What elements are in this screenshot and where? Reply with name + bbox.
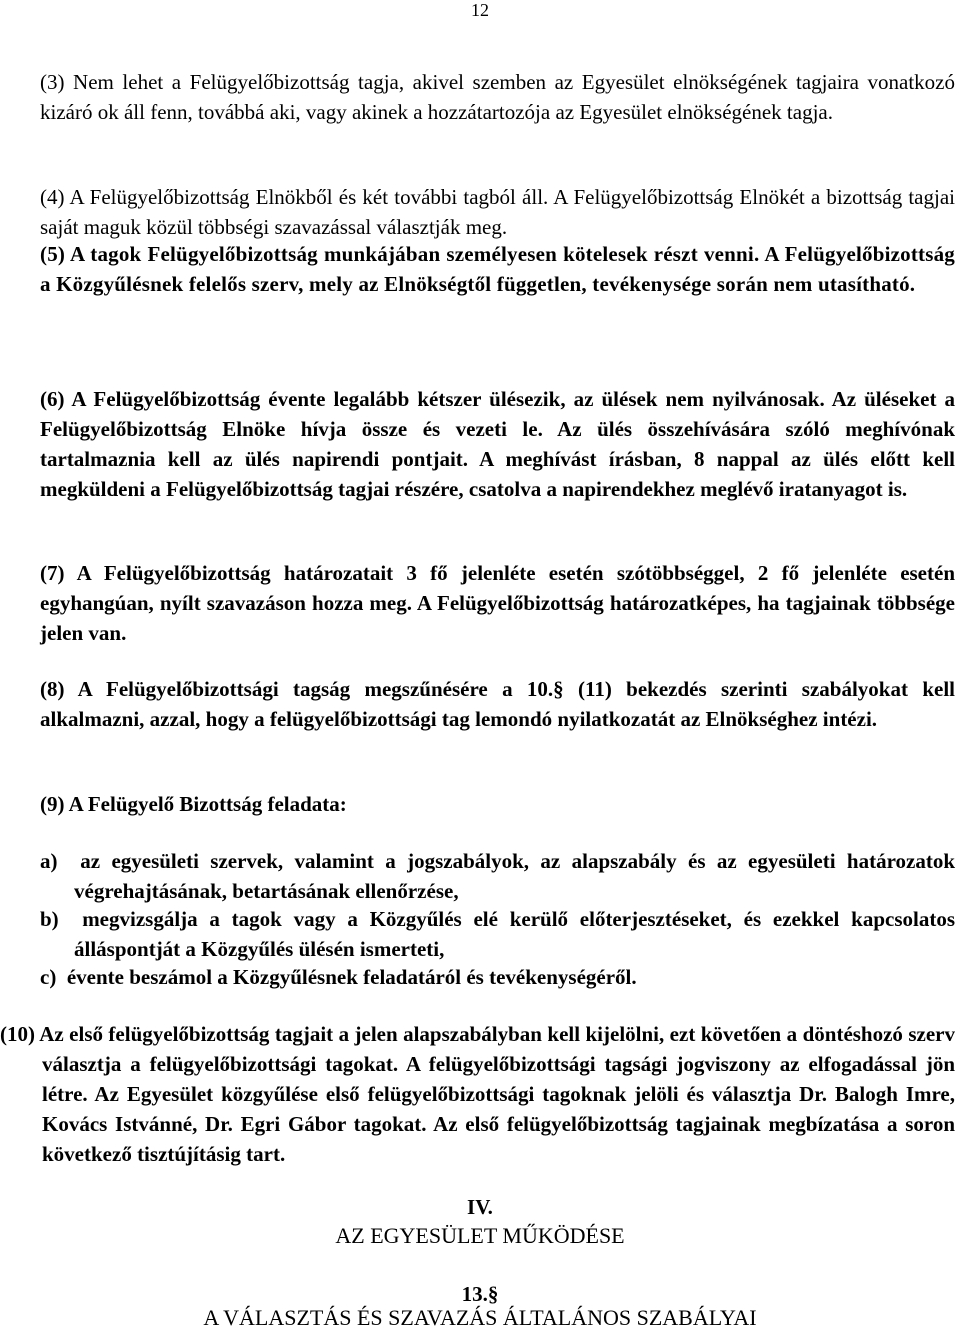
list-item [40, 846, 955, 906]
list-item [40, 962, 955, 992]
list-item-label: b) [40, 907, 59, 931]
list-item [40, 904, 955, 964]
paragraph-6: (6) A Felügyelőbizottság évente legalább kétszer ülésezik, az ülések nem nyilvánosak. Az üléseket a Felügyelőbizottság Elnöke hívja össze és vezeti le. Az ülés összehívására szóló meghívónak tartalmaznia kell az ülés napirendi pontjait. A meghívást írásban, 8 nappal az ülés előtt kell megküldeni a Felügyelőbizottság tagjai részére, csatolva a napirendekhez meglévő iratanyagot is. [40, 387, 955, 501]
paragraph-5: (5) A tagok Felügyelőbizottság munkájában személyesen kötelesek részt venni. A Felügyelőbizottság a Közgyűlésnek felelős szerv, mely az Elnökségtől független, tevékenysége során nem utasítható. [40, 242, 955, 296]
paragraph-9: (9) A Felügyelő Bizottság feladata: [40, 792, 347, 816]
list-item-label: c) [40, 965, 57, 989]
paragraph-4: (4) A Felügyelőbizottság Elnökből és két további tagból áll. A Felügyelőbizottság Elnökét a bizottság tagjai saját maguk közül többségi szavazással választják meg. [40, 185, 955, 239]
section-title: A VÁLASZTÁS ÉS SZAVAZÁS ÁLTALÁNOS SZABÁLYAI [203, 1305, 757, 1330]
list-item-text: az egyesületi szervek, valamint a jogszabályok, az alapszabály és az egyesületi határozatok végrehajtásának, betartásának ellenőrzése, [74, 849, 956, 903]
list-item-label: a) [40, 849, 58, 873]
paragraph-7: (7) A Felügyelőbizottság határozatait 3 fő jelenléte esetén szótöbbséggel, 2 fő jelenléte esetén egyhangúan, nyílt szavazáson hozza meg. A Felügyelőbizottság határozatképes, ha tagjainak többsége jelen van. [40, 561, 955, 645]
list-item-text: évente beszámol a Közgyűlésnek feladatáról és tevékenységéről. [66, 965, 637, 989]
page-number: 12 [471, 0, 489, 20]
section-number: 13.§ [461, 1282, 499, 1306]
paragraph-10: (10) Az első felügyelőbizottság tagjait a jelen alapszabályban kell kijelölni, ezt követően a döntéshozó szerv választja a felügyelőbizottsági tagokat. A felügyelőbizottsági tagsági jogviszony az elfogadással jön létre. Az Egyesület közgyűlése első felügyelőbizottsági tagoknak jelöli és választja Dr. Balogh Imre, Kovács Istvánné, Dr. Egri Gábor tagokat. Az első felügyelőbizottság tagjainak megbízatása a soron következő tisztújításig tart. [0, 1022, 955, 1166]
chapter-title: AZ EGYESÜLET MŰKÖDÉSE [335, 1223, 625, 1248]
paragraph-3: (3) Nem lehet a Felügyelőbizottság tagja, akivel szemben az Egyesület elnökségének tagjaira vonatkozó kizáró ok áll fenn, továbbá aki, vagy akinek a hozzátartozója az Egyesület elnökségének tagja. [40, 70, 955, 124]
paragraph-8: (8) A Felügyelőbizottsági tagság megszűnésére a 10.§ (11) bekezdés szerinti szabályokat kell alkalmazni, azzal, hogy a felügyelőbizottsági tag lemondó nyilatkozatát az Elnökséghez intézi. [40, 677, 955, 731]
list-item-text: megvizsgálja a tagok vagy a Közgyűlés elé kerülő előterjesztéseket, és ezekkel kapcsolatos álláspontját a Közgyűlés ülésén ismerteti, [74, 907, 955, 961]
chapter-number: IV. [467, 1195, 493, 1219]
